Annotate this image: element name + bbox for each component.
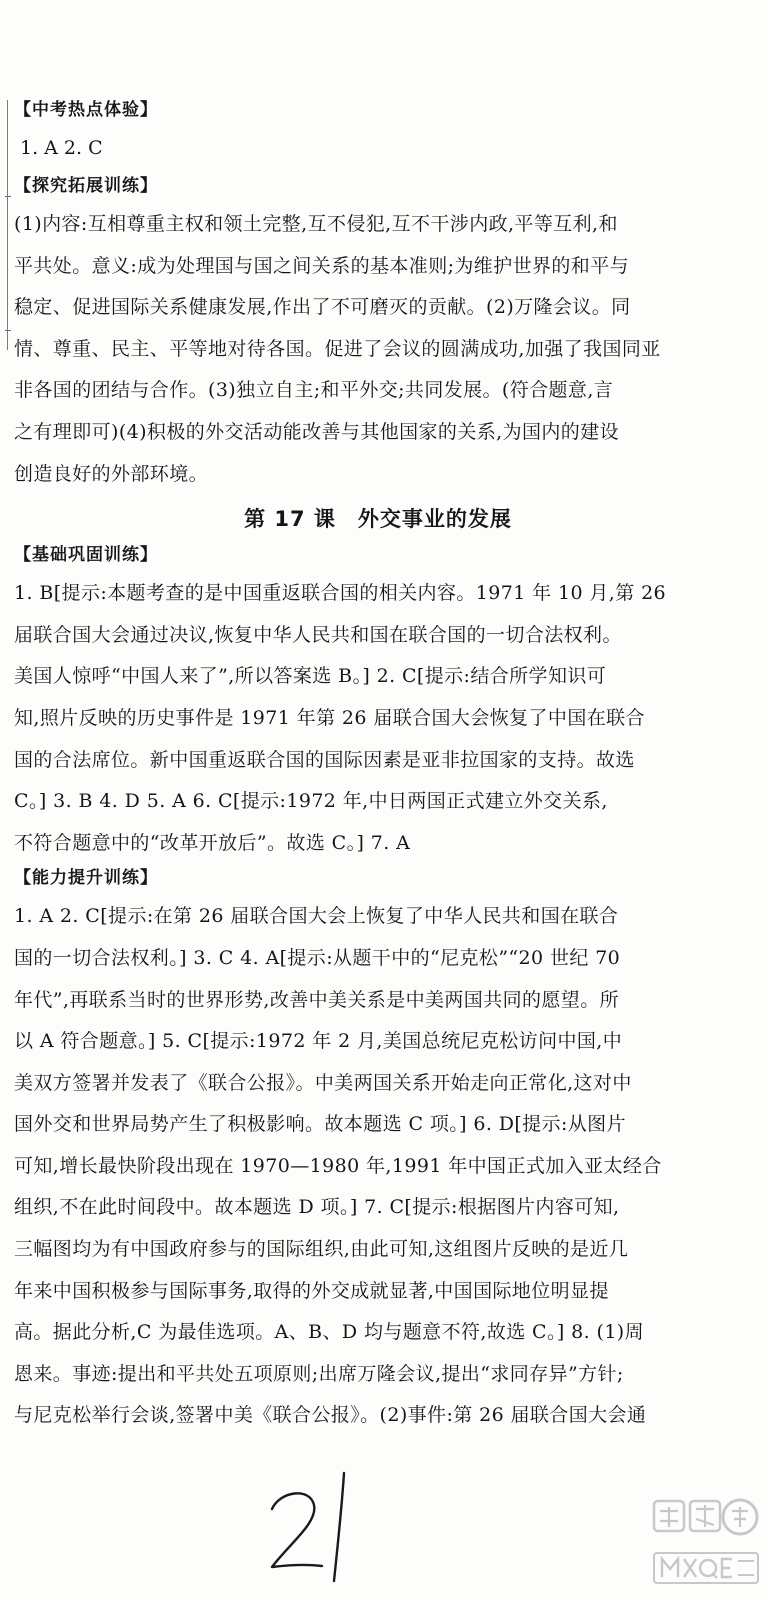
text-line: 三幅图均为有中国政府参与的国际组织,由此可知,这组图片反映的是近几 <box>14 1238 629 1261</box>
text-line: 平共处。意义:成为处理国与国之间关系的基本准则;为维护世界的和平与 <box>14 254 630 277</box>
text-line: 年来中国积极参与国际事务,取得的外交成就显著,中国国际地位明显提 <box>14 1279 609 1302</box>
text-line: 届联合国大会通过决议,恢复中华人民共和国在联合国的一切合法权利。 <box>14 623 622 646</box>
text-line: C。] 3. B 4. D 5. A 6. C[提示:1972 年,中日两国正式建立外交关系, <box>14 790 608 813</box>
text-line: 创造良好的外部环境。 <box>14 462 209 485</box>
text-line: 恩来。事迹:提出和平共处五项原则;出席万隆会议,提出“求同存异”方针; <box>14 1362 624 1385</box>
margin-tick <box>5 330 11 331</box>
watermark-logo <box>650 1495 762 1595</box>
margin-tick <box>5 196 11 197</box>
section-heading-explore: 【探究拓展训练】 <box>14 176 158 196</box>
text-line: 国的一切合法权利。] 3. C 4. A[提示:从题干中的“尼克松”“20 世纪 70 <box>14 946 621 969</box>
text-line: 国的合法席位。新中国重返联合国的国际因素是亚非拉国家的支持。故选 <box>14 748 635 771</box>
ability-paragraph <box>14 896 742 1437</box>
lesson-title <box>14 499 742 539</box>
text-line: 情、尊重、民主、平等地对待各国。促进了会议的圆满成功,加强了我国同亚 <box>14 337 661 360</box>
basic-paragraph <box>14 573 742 864</box>
text-line: 美国人惊呼“中国人来了”,所以答案选 B。] 2. C[提示:结合所学知识可 <box>14 665 607 688</box>
text-line: 不符合题意中的“改革开放后”。故选 C。] 7. A <box>14 831 411 854</box>
text-line: 国外交和世界局势产生了积极影响。故本题选 C 项。] 6. D[提示:从图片 <box>14 1113 626 1136</box>
text-line: 美双方签署并发表了《联合公报》。中美两国关系开始走向正常化,这对中 <box>14 1071 632 1094</box>
text-line: 非各国的团结与合作。(3)独立自主;和平外交;共同发展。(符合题意,言 <box>14 379 614 402</box>
hot-points-answers: 1. A 2. C <box>20 137 103 159</box>
text-line: 年代”,再联系当时的世界形势,改善中美关系是中美两国共同的愿望。所 <box>14 988 619 1011</box>
answer-key-content <box>14 98 742 1437</box>
text-line: 知,照片反映的历史事件是 1971 年第 26 届联合国大会恢复了中国在联合 <box>14 706 645 729</box>
text-line: 高。据此分析,C 为最佳选项。A、B、D 均与题意不符,故选 C。] 8. (1)周 <box>14 1321 645 1344</box>
text-line: 稳定、促进国际关系健康发展,作出了不可磨灭的贡献。(2)万隆会议。同 <box>14 296 631 319</box>
lesson-name: 外交事业的发展 <box>357 507 512 532</box>
text-line: 以 A 符合题意。] 5. C[提示:1972 年 2 月,美国总统尼克松访问中国,中 <box>14 1030 623 1053</box>
text-line: 1. A 2. C[提示:在第 26 届联合国大会上恢复了中华人民共和国在联合 <box>14 905 619 928</box>
lesson-number: 第 17 课 <box>244 507 336 532</box>
explore-paragraph <box>14 204 742 495</box>
section-heading-hot-points: 【中考热点体验】 <box>14 100 158 120</box>
text-line: 与尼克松举行会谈,签署中美《联合公报》。(2)事件:第 26 届联合国大会通 <box>14 1404 647 1427</box>
text-line: 之有理即可)(4)积极的外交活动能改善与其他国家的关系,为国内的建设 <box>14 420 619 443</box>
handwritten-page-number <box>258 1465 378 1585</box>
section-heading-basic: 【基础巩固训练】 <box>14 545 158 566</box>
margin-rule <box>7 100 8 350</box>
section-heading-ability: 【能力提升训练】 <box>14 868 158 889</box>
text-line: 可知,增长最快阶段出现在 1970—1980 年,1991 年中国正式加入亚太经合 <box>14 1154 662 1177</box>
text-line: 组织,不在此时间段中。故本题选 D 项。] 7. C[提示:根据图片内容可知, <box>14 1196 620 1219</box>
text-line: 1. B[提示:本题考查的是中国重返联合国的相关内容。1971 年 10 月,第 26 <box>14 582 667 605</box>
text-line: (1)内容:互相尊重主权和领土完整,互不侵犯,互不干涉内政,平等互利,和 <box>14 213 618 235</box>
